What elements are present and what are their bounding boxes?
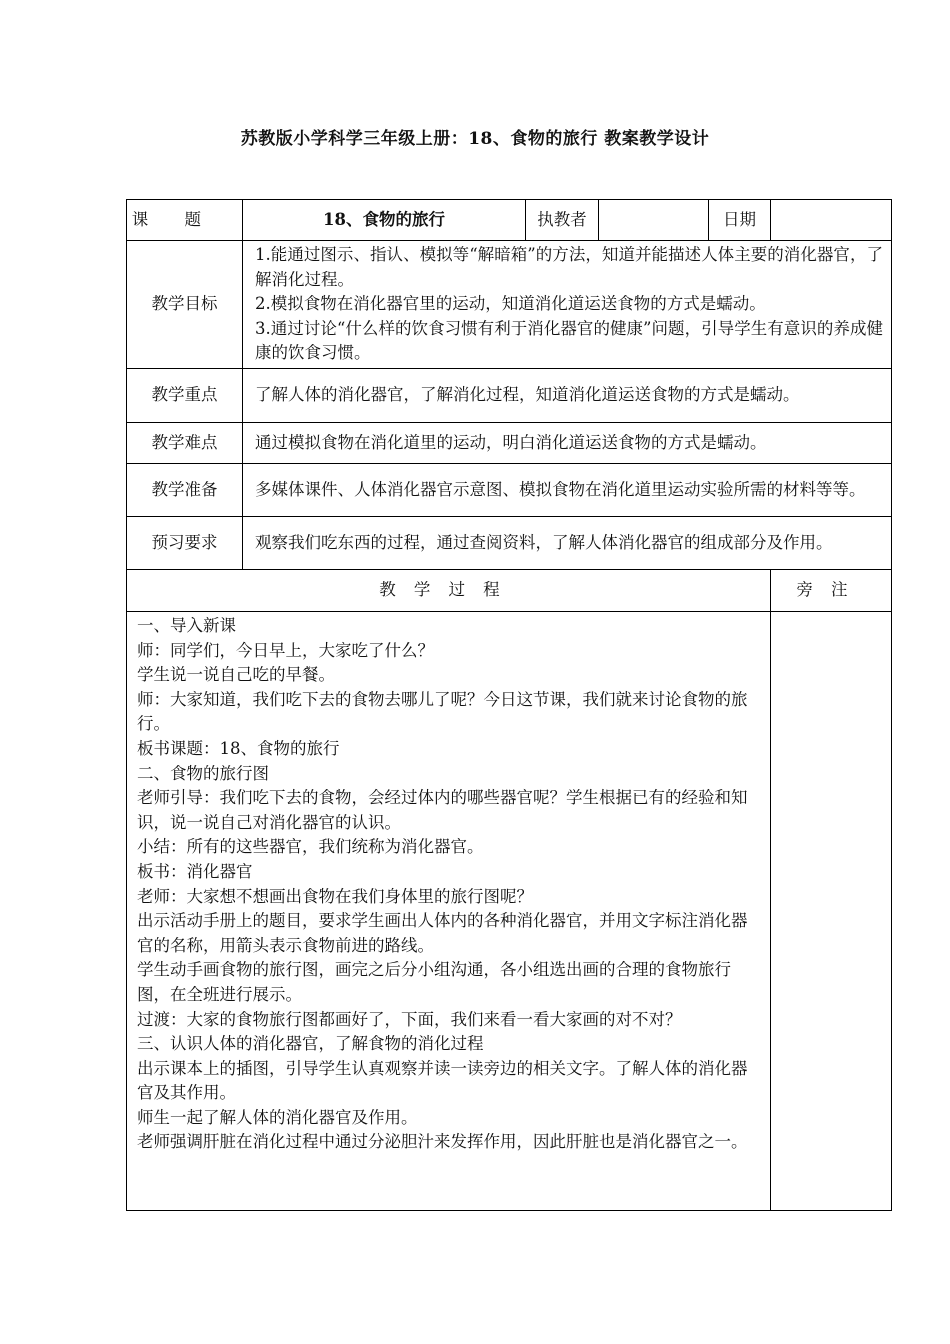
objective-item: 2.模拟食物在消化器官里的运动，知道消化道运送食物的方式是蠕动。 xyxy=(255,294,766,314)
process-header-row xyxy=(127,570,892,612)
notes-header-label: 旁注 xyxy=(796,580,866,600)
preview-label: 预习要求 xyxy=(127,517,243,570)
teacher-label: 执教者 xyxy=(526,200,599,241)
course-label-cell xyxy=(127,200,243,241)
objectives-content xyxy=(243,241,892,369)
course-row xyxy=(127,200,892,241)
objective-item: 1.能通过图示、指认、模拟等“解暗箱”的方法，知道并能描述人体主要的消化器官，了解消化过程。 xyxy=(255,245,883,289)
preparation-row xyxy=(127,464,892,517)
process-line: 学生动手画食物的旅行图，画完之后分小组沟通，各小组选出画的合理的食物旅行图，在全班进行展示。 xyxy=(137,960,731,1004)
process-line: 板书：消化器官 xyxy=(137,861,253,881)
objectives-row xyxy=(127,241,892,369)
process-line: 三、认识人体的消化器官，了解食物的消化过程 xyxy=(137,1034,484,1054)
document-title: 苏教版小学科学三年级上册：18、食物的旅行 教案教学设计 xyxy=(240,129,710,149)
process-line: 二、食物的旅行图 xyxy=(137,763,269,783)
preparation-label: 教学准备 xyxy=(127,464,243,517)
key-points-label: 教学重点 xyxy=(127,369,243,423)
preview-content: 观察我们吃东西的过程，通过查阅资料，了解人体消化器官的组成部分及作用。 xyxy=(243,517,892,570)
process-line: 过渡：大家的食物旅行图都画好了，下面，我们来看一看大家画的对不对？ xyxy=(137,1009,682,1029)
objective-item: 3.通过讨论“什么样的饮食习惯有利于消化器官的健康”问题，引导学生有意识的养成健康的饮食习惯。 xyxy=(255,318,883,363)
process-line: 老师：大家想不想画出食物在我们身体里的旅行图呢？ xyxy=(137,886,533,906)
date-label: 日期 xyxy=(709,200,771,241)
process-line: 老师引导：我们吃下去的食物，会经过体内的哪些器官呢？学生根据已有的经验和知识，说一说自己对消化器官的认识。 xyxy=(137,788,748,832)
preparation-content: 多媒体课件、人体消化器官示意图、模拟食物在消化道里运动实验所需的材料等等。 xyxy=(243,464,892,517)
process-line: 出示课本上的插图，引导学生认真观察并读一读旁边的相关文字。了解人体的消化器官及其作用。 xyxy=(137,1058,748,1103)
process-line: 学生说一说自己吃的早餐。 xyxy=(137,665,335,685)
process-line: 板书课题：18、食物的旅行 xyxy=(137,738,340,758)
course-value: 18、食物的旅行 xyxy=(243,200,526,241)
lesson-plan-table xyxy=(126,199,892,1211)
difficulties-content: 通过模拟食物在消化道里的运动，明白消化道运送食物的方式是蠕动。 xyxy=(243,423,892,464)
process-content xyxy=(127,612,771,1211)
process-line: 老师强调肝脏在消化过程中通过分泌胆汁来发挥作用，因此肝脏也是消化器官之一。 xyxy=(137,1132,748,1152)
process-header xyxy=(127,570,771,612)
difficulties-label: 教学难点 xyxy=(127,423,243,464)
objectives-label: 教学目标 xyxy=(127,241,243,369)
process-line: 师生一起了解人体的消化器官及作用。 xyxy=(137,1107,418,1127)
process-line: 师：大家知道，我们吃下去的食物去哪儿了呢？今日这节课，我们就来讨论食物的旅行。 xyxy=(137,689,748,734)
key-points-row xyxy=(127,369,892,423)
preview-row xyxy=(127,517,892,570)
key-points-content: 了解人体的消化器官，了解消化过程，知道消化道运送食物的方式是蠕动。 xyxy=(243,369,892,423)
notes-content xyxy=(771,612,892,1211)
notes-header xyxy=(771,570,892,612)
process-body-row xyxy=(127,612,892,1211)
process-line: 小结：所有的这些器官，我们统称为消化器官。 xyxy=(137,837,484,857)
process-header-label: 教学过程 xyxy=(379,580,518,600)
process-line: 出示活动手册上的题目，要求学生画出人体内的各种消化器官，并用文字标注消化器官的名称，用箭头表示食物前进的路线。 xyxy=(137,911,748,955)
process-line: 一、导入新课 xyxy=(137,616,236,635)
difficulties-row xyxy=(127,423,892,464)
course-label: 课题 xyxy=(131,209,238,229)
date-value xyxy=(771,200,892,241)
teacher-value xyxy=(599,200,709,241)
process-line: 师：同学们，今日早上，大家吃了什么？ xyxy=(137,640,434,660)
